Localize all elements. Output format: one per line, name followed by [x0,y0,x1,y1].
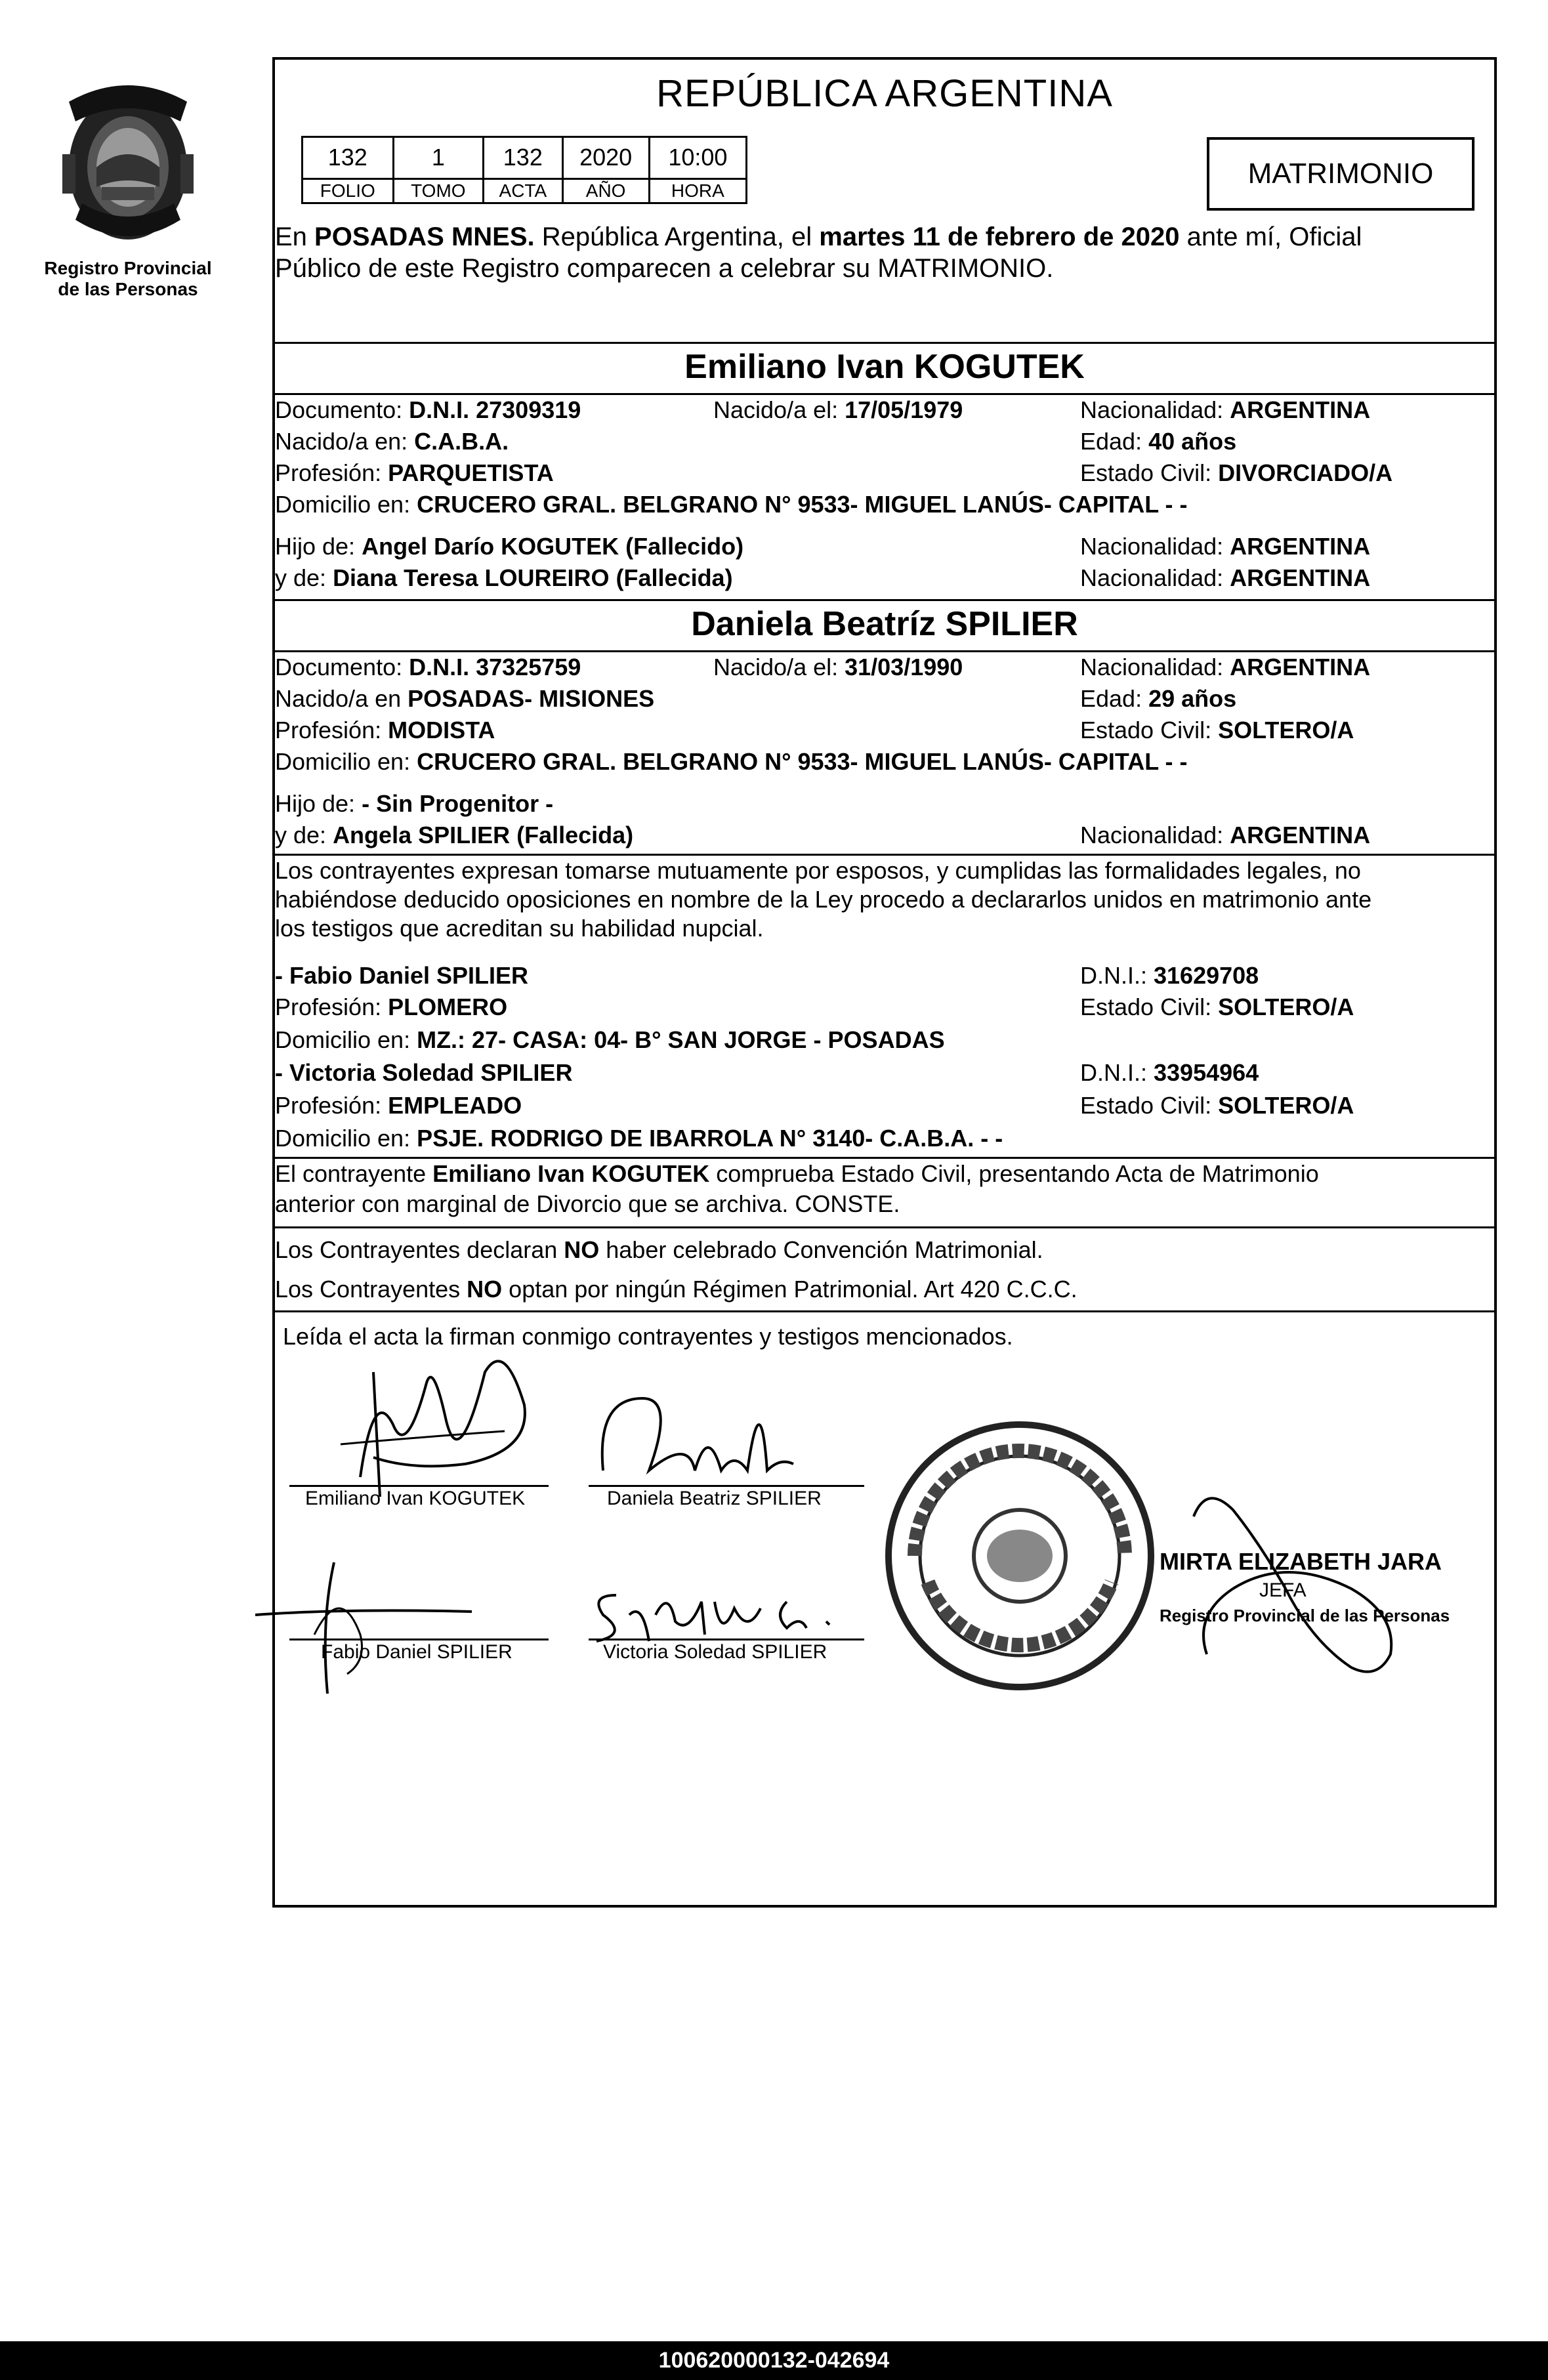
intro-text: República Argentina, el [534,222,820,251]
signature-label-spouse2: Daniela Beatriz SPILIER [607,1488,822,1509]
spouse2-profession [275,715,495,746]
intro-text: En [275,222,315,251]
spouse2-age [1080,683,1236,715]
value: 33954964 [1154,1059,1259,1086]
declaration-line1: Los contrayentes expresan tomarse mutuamente por esposos, y cumplidas las formalidades legales, no [275,857,1361,884]
witness1-address [275,1024,945,1056]
label: Estado Civil: [1080,717,1219,743]
value: Angela SPILIER (Fallecida) [333,822,634,848]
value: 40 años [1148,428,1237,455]
certificate-frame [272,57,1497,1908]
hora-label: HORA [649,178,746,203]
value: 29 años [1148,685,1237,712]
label: Domicilio en: [275,1026,417,1053]
value: SOLTERO/A [1218,993,1354,1020]
label: y de: [275,564,333,591]
text: El contrayente [275,1160,433,1187]
spouse2-address [275,746,1188,778]
label: Nacido/a en: [275,428,415,455]
spouse2-mother-nationality [1080,820,1370,851]
spouse2-document [275,652,581,683]
text: optan por ningún Régimen Patrimonial. Art 420 C.C.C. [502,1276,1077,1303]
divider [275,342,1494,344]
label: Hijo de: [275,533,362,560]
acta-value: 132 [484,137,562,179]
label: Nacionalidad: [1080,533,1230,560]
label: Nacido/a el: [713,396,845,423]
intro-line2: Público de este Registro comparecen a celebrar su MATRIMONIO. [275,254,1054,283]
label: Estado Civil: [1080,1092,1219,1119]
intro-date: martes 11 de febrero de 2020 [819,222,1180,251]
value: ARGENTINA [1230,822,1371,848]
spouse1-mother-nationality [1080,562,1370,594]
signature-spouse1-icon [334,1346,544,1516]
value: CRUCERO GRAL. BELGRANO N° 9533- MIGUEL LANÚS- CAPITAL - - [417,748,1188,775]
value: SOLTERO/A [1218,717,1354,743]
value: D.N.I. 27309319 [409,396,581,423]
text: haber celebrado Convención Matrimonial. [599,1236,1043,1263]
reading-statement: Leída el acta la firman conmigo contrayentes y testigos mencionados. [283,1323,1013,1350]
label: Edad: [1080,685,1149,712]
witness2-address [275,1123,1003,1154]
official-seal-icon [875,1411,1164,1700]
label: D.N.I.: [1080,1059,1154,1086]
spouse1-birthplace [275,426,509,457]
label: Profesión: [275,717,388,743]
official-name: MIRTA ELIZABETH JARA [1160,1548,1442,1575]
spouse2-name-heading: Daniela Beatríz SPILIER [691,605,1078,643]
witness1-profession [275,992,507,1023]
label: Documento: [275,654,409,680]
spouse1-name-heading: Emiliano Ivan KOGUTEK [684,348,1085,386]
official-role: JEFA [1259,1579,1307,1601]
value: ARGENTINA [1230,654,1371,680]
registry-logo [36,75,220,312]
witness1-dni [1080,960,1259,992]
value: 31/03/1990 [845,654,963,680]
spouse1-age [1080,426,1236,457]
label: Profesión: [275,993,388,1020]
note-line1 [275,1158,1319,1190]
value: MZ.: 27- CASA: 04- B° SAN JORGE - POSADAS [417,1026,945,1053]
anio-label: AÑO [562,178,649,203]
value: PARQUETISTA [388,459,554,486]
anio-value: 2020 [562,137,649,179]
emphasis: NO [564,1236,600,1263]
acta-label: ACTA [484,178,562,203]
label: Edad: [1080,428,1149,455]
value: ARGENTINA [1230,396,1371,423]
value: - Sin Progenitor - [362,790,554,817]
spouse1-civil-status [1080,457,1392,489]
signature-label-witness1: Fabio Daniel SPILIER [321,1641,513,1663]
label: D.N.I.: [1080,962,1154,989]
spouse1-nationality [1080,394,1370,426]
spouse1-birthdate [713,394,963,426]
note-line2: anterior con marginal de Divorcio que se archiva. CONSTE. [275,1190,900,1217]
intro-line1 [275,221,1362,253]
witness2-profession [275,1090,522,1121]
divider [275,1226,1494,1228]
witness1-name: - Fabio Daniel SPILIER [275,962,529,989]
label: Estado Civil: [1080,993,1219,1020]
value: PLOMERO [388,993,508,1020]
hora-value: 10:00 [649,137,746,179]
spouse2-birthplace [275,683,654,715]
folio-label: FOLIO [303,178,394,203]
label: Domicilio en: [275,748,417,775]
logo-caption-line1: Registro Provincial [44,258,212,278]
label: Nacionalidad: [1080,822,1230,848]
spouse2-father [275,788,553,820]
label: Nacido/a el: [713,654,845,680]
label: Nacionalidad: [1080,654,1230,680]
value: Diana Teresa LOUREIRO (Fallecida) [333,564,733,591]
note-name: Emiliano Ivan KOGUTEK [432,1160,710,1187]
folio-value: 132 [303,137,394,179]
regime-line [275,1274,1077,1305]
record-index-table [301,136,747,204]
value: ARGENTINA [1230,533,1371,560]
value: SOLTERO/A [1218,1092,1354,1119]
divider [275,599,1494,601]
signature-witness2-icon [590,1576,866,1654]
witness1-civil-status [1080,992,1354,1023]
signature-spouse2-icon [590,1359,800,1490]
spouse1-father-nationality [1080,531,1370,562]
spouse1-profession [275,457,554,489]
signature-witness1-icon [249,1556,485,1700]
intro-text: ante mí, Oficial [1179,222,1362,251]
country-title: REPÚBLICA ARGENTINA [656,72,1113,115]
document-code: 100620000132-042694 [0,2341,1548,2380]
label: Nacionalidad: [1080,564,1230,591]
label: Documento: [275,396,409,423]
text: comprueba Estado Civil, presentando Acta de Matrimonio [709,1160,1319,1187]
declaration-line3: los testigos que acreditan su habilidad nupcial. [275,915,764,942]
value: Angel Darío KOGUTEK (Fallecido) [362,533,744,560]
spouse1-mother [275,562,733,594]
value: 31629708 [1154,962,1259,989]
declaration-line2: habiéndose deducido oposiciones en nombre de la Ley procedo a declararlos unidos en matrimonio ante [275,886,1372,913]
value: CRUCERO GRAL. BELGRANO N° 9533- MIGUEL LANÚS- CAPITAL - - [417,491,1188,518]
value: EMPLEADO [388,1092,522,1119]
official-office: Registro Provincial de las Personas [1160,1606,1450,1625]
signature-label-spouse1: Emiliano Ivan KOGUTEK [305,1488,526,1509]
spouse1-address [275,489,1188,520]
value: PSJE. RODRIGO DE IBARROLA N° 3140- C.A.B.A. - - [417,1125,1003,1152]
value: D.N.I. 37325759 [409,654,581,680]
value: DIVORCIADO/A [1218,459,1393,486]
spouse2-nationality [1080,652,1370,683]
emphasis: NO [467,1276,503,1303]
spouse2-mother [275,820,633,851]
label: Profesión: [275,459,388,486]
intro-place: POSADAS MNES. [314,222,535,251]
label: Hijo de: [275,790,362,817]
convention-line [275,1234,1043,1266]
label: Profesión: [275,1092,388,1119]
spouse1-document [275,394,581,426]
spouse2-birthdate [713,652,963,683]
signature-official-icon [1154,1471,1404,1687]
value: POSADAS- MISIONES [408,685,655,712]
divider [275,1310,1494,1312]
logo-caption [36,258,220,300]
value: 17/05/1979 [845,396,963,423]
label: Domicilio en: [275,491,417,518]
value: ARGENTINA [1230,564,1371,591]
value: C.A.B.A. [414,428,509,455]
witness2-civil-status [1080,1090,1354,1121]
value: MODISTA [388,717,495,743]
record-type-box: MATRIMONIO [1207,137,1475,211]
text: Los Contrayentes [275,1276,467,1303]
spouse2-civil-status [1080,715,1354,746]
province-emblem-icon [49,75,207,253]
tomo-value: 1 [393,137,484,179]
label: Estado Civil: [1080,459,1219,486]
label: Nacido/a en [275,685,408,712]
witness2-dni [1080,1057,1259,1089]
logo-caption-line2: de las Personas [58,279,198,299]
signature-label-witness2: Victoria Soledad SPILIER [603,1641,827,1663]
spouse1-father [275,531,743,562]
text: Los Contrayentes declaran [275,1236,564,1263]
witness2-name: - Victoria Soledad SPILIER [275,1059,573,1086]
label: Domicilio en: [275,1125,417,1152]
tomo-label: TOMO [393,178,484,203]
label: y de: [275,822,333,848]
label: Nacionalidad: [1080,396,1230,423]
